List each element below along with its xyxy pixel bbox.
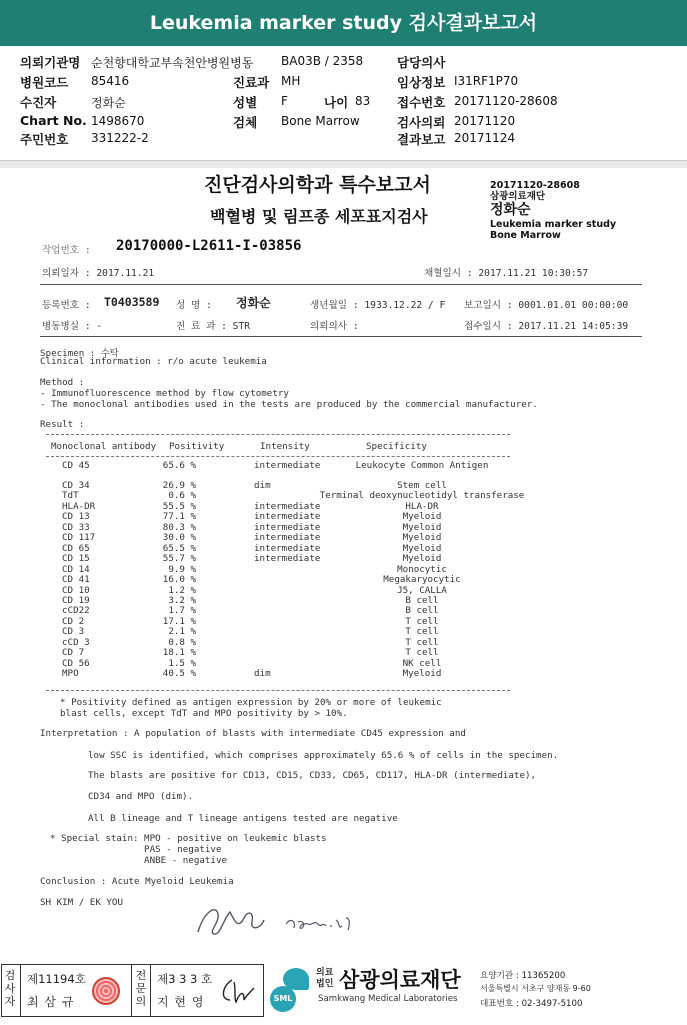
cell-int: intermediate xyxy=(254,553,321,565)
header-value: 85416 xyxy=(91,74,130,88)
stamp-line: Bone Marrow xyxy=(490,230,561,241)
report-title: Leukemia marker study 검사결과보고서 xyxy=(0,0,687,46)
scan-title-1: 진단검사의학과 특수보고서 xyxy=(204,174,431,196)
cell-ab: CD 10 xyxy=(62,584,90,596)
cell-ab: CD 13 xyxy=(62,511,90,523)
request-date: 의뢰일자 : 2017.11.21 xyxy=(42,268,155,279)
reg-no: T0403589 xyxy=(104,295,160,309)
cell-pos: 80.3 % xyxy=(162,521,196,533)
scan-title-2: 백혈병 및 림프종 세포표지검사 xyxy=(210,207,428,226)
stamp-line: Leukemia marker study xyxy=(490,219,617,230)
cell-ab: TdT xyxy=(62,490,79,502)
signer: SH KIM / EK YOU xyxy=(40,897,123,908)
sml-logo-icon: SML xyxy=(270,986,296,1012)
tester-label xyxy=(3,969,17,1008)
doctor-signature xyxy=(218,976,258,1006)
header-label: Chart No. xyxy=(20,113,87,128)
agency-code: 요양기관 : 11365200 xyxy=(480,971,566,981)
doctor-license: 제3 3 3 호 xyxy=(157,972,213,986)
cell-ab: CD 117 xyxy=(62,532,96,544)
cell-ab: HLA-DR xyxy=(62,500,96,512)
label-char: 문 xyxy=(135,982,147,995)
corp-address: 서울특별시 서초구 양재동 9-60 xyxy=(480,984,591,993)
cell-spec: Myeloid xyxy=(402,668,442,680)
footnote-line: blast cells, except TdT and MPO positivity by > 10%. xyxy=(60,708,348,719)
cell-int: intermediate xyxy=(254,511,321,523)
official-seal-icon xyxy=(92,977,120,1005)
stamp-line: 삼광의료재단 xyxy=(490,191,546,202)
interp-label: Interpretation : xyxy=(40,728,129,739)
label-char: 전 xyxy=(135,969,147,982)
cell-spec: NK cell xyxy=(402,657,442,669)
header-label: 담당의사 xyxy=(397,55,446,70)
cell-spec: Myeloid xyxy=(402,511,442,523)
header-label: 진료과 xyxy=(233,75,270,90)
doctor-label xyxy=(134,969,148,1008)
department: 진 료 과 : STR xyxy=(176,321,251,332)
cell-pos: 65.5 % xyxy=(162,542,196,554)
cell-pos: 1.5 % xyxy=(168,657,196,669)
cell-spec: T cell xyxy=(405,626,439,638)
cell-spec: T cell xyxy=(405,647,439,659)
doctor-name: 지 현 영 xyxy=(157,995,205,1009)
interp-line: A population of blasts with intermediate CD45 expression and xyxy=(134,728,466,739)
cell-spec: Myeloid xyxy=(402,532,442,544)
patient-name: 정화순 xyxy=(236,296,271,310)
cell-int: intermediate xyxy=(254,460,321,471)
cell-pos: 1.2 % xyxy=(168,584,196,596)
ward-value: BA03B / 2358 xyxy=(281,54,364,68)
cell-int: dim xyxy=(254,668,271,680)
cell-spec: Leukocyte Common Antigen xyxy=(355,460,489,471)
requesting-doctor: 의뢰의사 : xyxy=(310,321,359,332)
tester-name: 최 삼 규 xyxy=(27,995,75,1009)
cell-ab: cCD 3 xyxy=(62,636,90,648)
header-label: 결과보고 xyxy=(397,132,446,147)
cell-spec: B cell xyxy=(405,605,439,617)
cell-ab: MPO xyxy=(62,668,79,680)
special-stain-line: * Special stain: MPO - positive on leukemic blasts xyxy=(50,833,327,844)
cell-pos: 55.5 % xyxy=(162,500,196,512)
header-value: I31RF1P70 xyxy=(454,74,519,88)
cell-spec: Megakaryocytic xyxy=(383,574,461,586)
cell-ab: CD 19 xyxy=(62,594,90,606)
conclusion: Conclusion : Acute Myeloid Leukemia xyxy=(40,876,234,887)
cell-spec: Myeloid xyxy=(402,553,442,565)
method-line: - Immunofluorescence method by flow cytometry xyxy=(40,388,289,399)
cell-pos: 17.1 % xyxy=(162,615,196,627)
cell-spec: J5, CALLA xyxy=(397,584,447,596)
cell-ab: CD 33 xyxy=(62,521,90,533)
header-value: 331222-2 xyxy=(91,131,149,145)
header-value: 20171124 xyxy=(454,131,516,145)
header-value: F xyxy=(281,94,288,108)
cell-ab: CD 2 xyxy=(62,615,85,627)
work-no: 20170000-L2611-I-03856 xyxy=(116,238,302,254)
label-char: 자 xyxy=(4,995,16,1008)
specimen-line: Specimen : 수탁 xyxy=(40,348,119,359)
section-divider xyxy=(0,160,687,168)
box-divider xyxy=(150,964,151,1017)
header-value: 1498670 xyxy=(91,114,145,128)
cell-spec: T cell xyxy=(405,636,439,648)
header-label: 주민번호 xyxy=(20,132,69,147)
cell-ab: cCD22 xyxy=(62,605,90,617)
cell-pos: 40.5 % xyxy=(162,668,196,680)
footnote-line: * Positivity defined as antigen expression by 20% or more of leukemic xyxy=(60,697,442,708)
header-label: 성별 xyxy=(233,95,258,110)
cell-spec: Myeloid xyxy=(402,521,442,533)
specimen-stamp xyxy=(490,180,616,241)
cell-spec: Monocytic xyxy=(397,563,447,575)
rule xyxy=(46,434,510,435)
cell-pos: 65.6 % xyxy=(162,460,196,471)
cell-spec: T cell xyxy=(405,615,439,627)
label-char: 사 xyxy=(4,982,16,995)
handwritten-signature xyxy=(190,900,360,940)
report-datetime: 보고일시 : 0001.01.01 00:00:00 xyxy=(464,300,629,311)
header-label: 검사의뢰 xyxy=(397,115,446,130)
cell-ab: CD 65 xyxy=(62,542,90,554)
cell-pos: 0.8 % xyxy=(168,636,196,648)
name-label: 성 명 : xyxy=(176,300,212,311)
cell-pos: 30.0 % xyxy=(162,532,196,544)
interp-line: low SSC is identified, which comprises approximately 65.6 % of cells in the specimen. xyxy=(88,750,559,761)
special-stain-line: ANBE - negative xyxy=(50,855,228,866)
corp-type-line: 법인 xyxy=(316,979,334,989)
header-value: Bone Marrow xyxy=(281,114,360,128)
header-label: 의뢰기관명 xyxy=(20,55,81,70)
cell-pos: 77.1 % xyxy=(162,511,196,523)
label-char: 의 xyxy=(135,995,147,1008)
cell-ab: CD 56 xyxy=(62,657,90,669)
col-header: Positivity xyxy=(169,441,225,452)
cell-spec: B cell xyxy=(405,594,439,606)
cell-pos: 55.7 % xyxy=(162,553,196,565)
rule xyxy=(40,284,642,285)
age-label: 나이 xyxy=(324,95,349,110)
cell-pos: 18.1 % xyxy=(162,647,196,659)
cell-spec: Myeloid xyxy=(402,542,442,554)
cell-ab: CD 3 xyxy=(62,626,85,638)
tester-license: 제11194호 xyxy=(27,972,86,986)
rule xyxy=(46,456,510,457)
cell-ab: CD 34 xyxy=(62,480,90,491)
rule xyxy=(46,690,510,691)
label-char: 검 xyxy=(4,969,16,982)
cell-ab: CD 15 xyxy=(62,553,90,565)
box-divider xyxy=(20,964,21,1017)
cell-pos: 1.7 % xyxy=(168,605,196,617)
col-header: Intensity xyxy=(260,441,310,452)
method-line: Method : xyxy=(40,377,85,388)
cell-spec: Stem cell xyxy=(397,480,447,491)
cell-ab: CD 14 xyxy=(62,563,90,575)
logo-swoosh-icon xyxy=(283,968,309,990)
corp-type-line: 의료 xyxy=(316,968,334,978)
header-label: 접수번호 xyxy=(397,95,446,110)
birth-date: 생년월일 : 1933.12.22 / F xyxy=(310,300,446,311)
header-value: 정화순 xyxy=(91,96,126,110)
corp-phone: 대표번호 : 02-3497-5100 xyxy=(480,999,583,1009)
header-value: 20171120 xyxy=(454,114,516,128)
header-value: 20171120-28608 xyxy=(454,94,558,108)
corp-type xyxy=(316,968,333,990)
cell-int: intermediate xyxy=(254,542,321,554)
special-stain-line: PAS - negative xyxy=(50,844,222,855)
work-no-label: 작업번호 : xyxy=(42,245,91,256)
cell-pos: 16.0 % xyxy=(162,574,196,586)
cell-ab: CD 45 xyxy=(62,460,90,471)
cell-int: dim xyxy=(254,480,271,491)
cell-ab: CD 7 xyxy=(62,647,85,659)
header-value: 순천향대학교부속천안병원병동 xyxy=(91,56,254,70)
col-header: Specificity xyxy=(366,441,427,452)
cell-pos: 3.2 % xyxy=(168,594,196,606)
clinical-info-line: Clinical information : r/o acute leukemia xyxy=(40,356,267,367)
header-value: MH xyxy=(281,74,301,88)
receipt-datetime: 접수일시 : 2017.11.21 14:05:39 xyxy=(464,321,629,332)
header-label: 검체 xyxy=(233,115,258,130)
interp-line: The blasts are positive for CD13, CD15, CD33, CD65, CD117, HLA-DR (intermediate), xyxy=(88,770,537,781)
stamp-line: 정화순 xyxy=(490,202,531,218)
scanned-report xyxy=(4,170,683,960)
collect-datetime: 채혈일시 : 2017.11.21 10:30:57 xyxy=(424,268,589,279)
reg-no-label: 등록번호 : xyxy=(42,300,91,311)
box-divider xyxy=(131,964,132,1017)
cell-spec: Terminal deoxynucleotidyl transferase xyxy=(319,490,525,502)
cell-pos: 26.9 % xyxy=(162,480,196,491)
cell-ab: CD 41 xyxy=(62,574,90,586)
corp-name: 삼광의료재단 xyxy=(339,968,461,992)
result-label: Result : xyxy=(40,419,85,430)
col-header: Monoclonal antibody xyxy=(51,441,157,452)
cell-pos: 0.6 % xyxy=(168,490,196,502)
cell-int: intermediate xyxy=(254,521,321,533)
age-value: 83 xyxy=(355,94,371,108)
cell-int: intermediate xyxy=(254,532,321,544)
cell-pos: 9.9 % xyxy=(168,563,196,575)
ward-room: 병동병실 : - xyxy=(42,321,103,332)
header-label: 수진자 xyxy=(20,95,57,110)
method-line: - The monoclonal antibodies used in the tests are produced by the commercial manufacturer. xyxy=(40,399,538,410)
stamp-line: 20171120-28608 xyxy=(490,180,580,191)
report-footer xyxy=(0,962,687,1025)
cell-pos: 2.1 % xyxy=(168,626,196,638)
interp-line: All B lineage and T lineage antigens tested are negative xyxy=(88,813,398,824)
rule xyxy=(40,336,642,337)
cell-spec: HLA-DR xyxy=(405,500,439,512)
header-label: 임상정보 xyxy=(397,75,446,90)
header-label: 병원코드 xyxy=(20,75,69,90)
corp-name-en: Samkwang Medical Laboratories xyxy=(318,994,458,1004)
interp-line: CD34 and MPO (dim). xyxy=(88,791,194,802)
cell-int: intermediate xyxy=(254,500,321,512)
